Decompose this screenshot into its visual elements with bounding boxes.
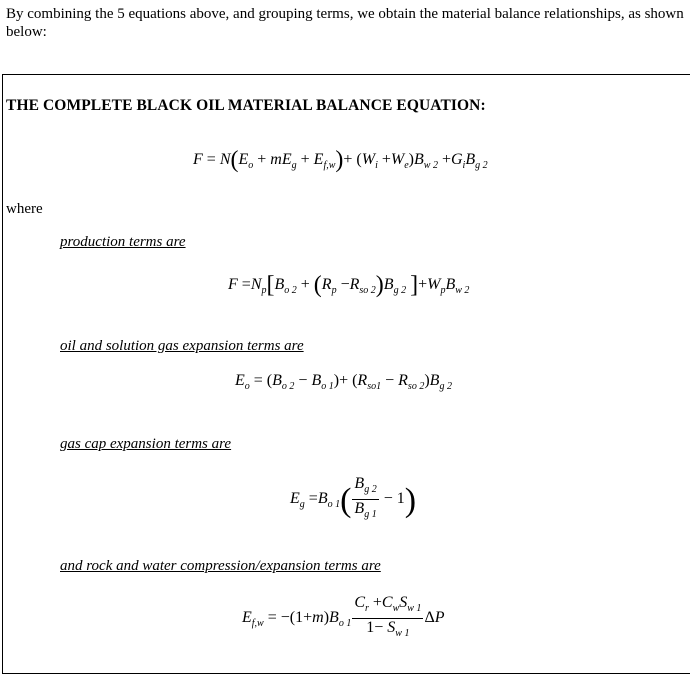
rock-water-terms-label: and rock and water compression/expansion terms are (60, 558, 381, 574)
intro-line-2: below: (6, 24, 47, 40)
section-heading: THE COMPLETE BLACK OIL MATERIAL BALANCE EQUATION: (6, 97, 486, 114)
rock-water-equation: $E_{f,w} = -(1+m)B_{o 1}$ $\frac{C_r +C_wS_{w 1}}{1- S_{w 1}}$ ΔP (242, 594, 445, 639)
intro-paragraph (6, 5, 690, 41)
gas-cap-terms-label: gas cap expansion terms are (60, 436, 232, 452)
production-equation: $F =N_p[B_{o 2} + (R_p -R_{so 2})B_{g 2}$ ]$+W_pB_{w 2}$ (228, 272, 470, 298)
where-label: where (6, 201, 43, 217)
main-equation: $F = N(E_o + mE_g + E_{f,w})+ (W_i +W_e)B_{w 2} +G_iB_{g 2}$ (193, 147, 488, 173)
intro-line-1: By combining the 5 equations above, and grouping terms, we obtain the material balance relationships, as shown (6, 6, 684, 22)
oil-gas-terms-label: oil and solution gas expansion terms are (60, 338, 304, 354)
production-terms-label: production terms are (60, 234, 186, 250)
gas-cap-equation: $E_g =B_{o 1}$( $\frac{B_{g 2}}{B_{g 1}}$ − 1) (290, 475, 417, 520)
oil-gas-equation: $E_o = (B_{o 2} - B_{o 1})+ (R_{so1} - R_{so 2})B_{g 2}$ (235, 372, 452, 392)
